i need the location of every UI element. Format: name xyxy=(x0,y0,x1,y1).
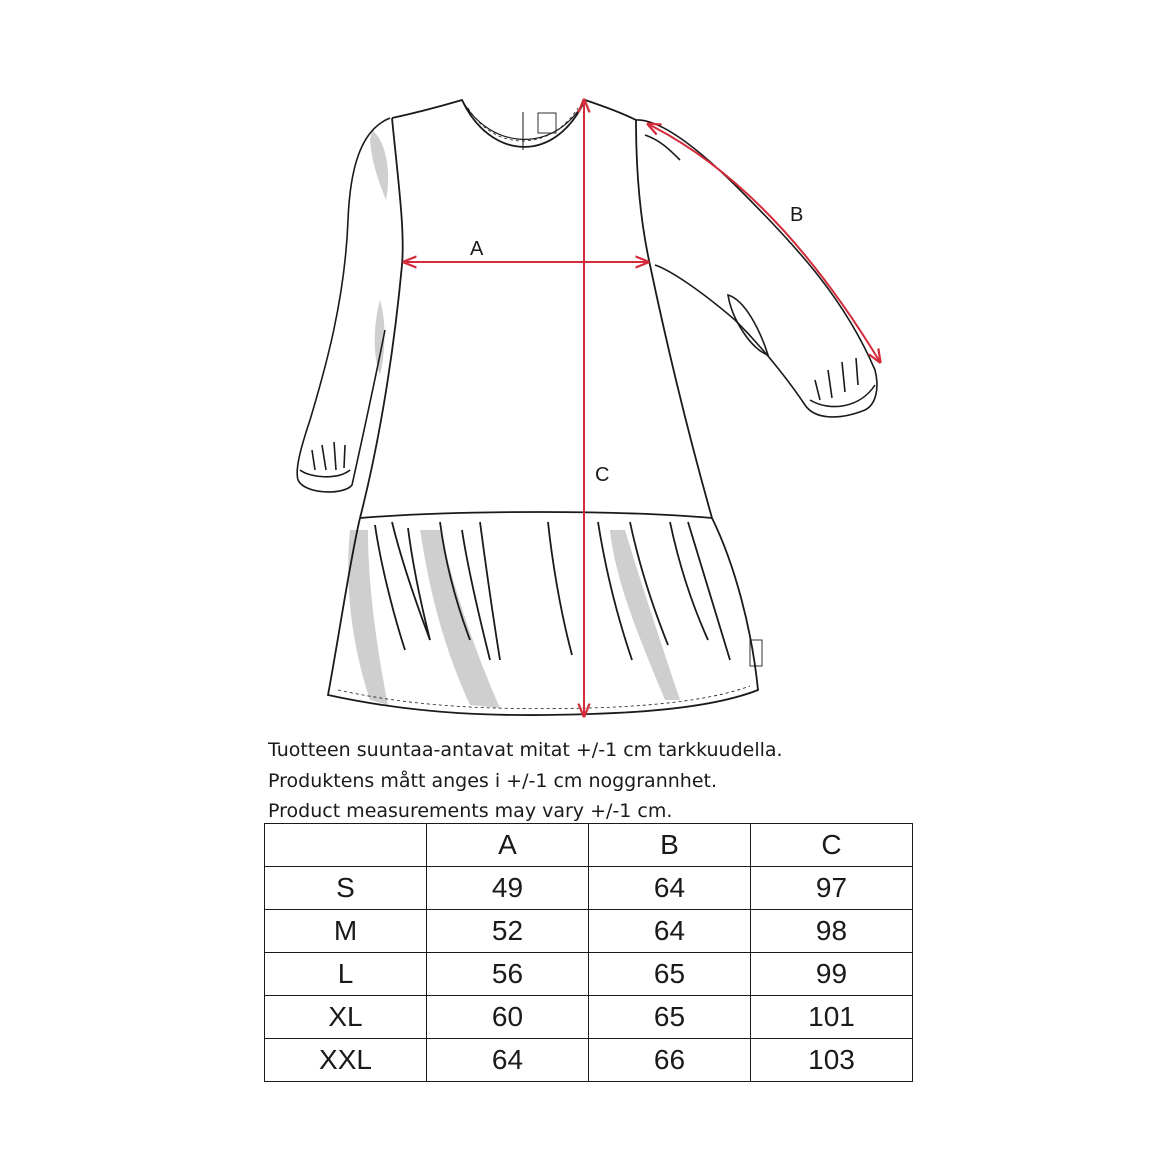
value-cell: 64 xyxy=(589,910,751,953)
size-table xyxy=(264,823,913,1082)
table-row xyxy=(265,867,913,910)
header-c: C xyxy=(751,824,913,867)
table-row xyxy=(265,953,913,996)
value-cell: 60 xyxy=(427,996,589,1039)
note-finnish: Tuotteen suuntaa-antavat mitat +/-1 cm tarkkuudella. xyxy=(268,739,783,761)
measure-line-b xyxy=(648,124,880,362)
label-b: B xyxy=(790,204,804,226)
value-cell: 97 xyxy=(751,867,913,910)
size-cell: M xyxy=(265,910,427,953)
dress-bodice xyxy=(360,100,712,518)
label-a: A xyxy=(470,238,484,260)
size-cell: L xyxy=(265,953,427,996)
table-row xyxy=(265,910,913,953)
size-cell: XL xyxy=(265,996,427,1039)
table-row xyxy=(265,1039,913,1082)
note-swedish: Produktens mått anges i +/-1 cm noggrannhet. xyxy=(268,769,717,792)
value-cell: 103 xyxy=(751,1039,913,1082)
value-cell: 49 xyxy=(427,867,589,910)
note-english: Product measurements may vary +/-1 cm. xyxy=(268,800,673,822)
value-cell: 65 xyxy=(589,953,751,996)
left-sleeve xyxy=(297,118,390,492)
header-b: B xyxy=(589,824,751,867)
table-header-row xyxy=(265,824,913,867)
dress-ruffle xyxy=(328,512,762,715)
right-sleeve xyxy=(635,120,877,417)
label-c: C xyxy=(595,464,610,486)
measurement-notes xyxy=(268,735,783,827)
value-cell: 52 xyxy=(427,910,589,953)
value-cell: 64 xyxy=(427,1039,589,1082)
value-cell: 64 xyxy=(589,867,751,910)
value-cell: 98 xyxy=(751,910,913,953)
table-corner-cell xyxy=(265,824,427,867)
size-cell: XXL xyxy=(265,1039,427,1082)
fabric-shading xyxy=(348,130,680,708)
size-cell: S xyxy=(265,867,427,910)
value-cell: 65 xyxy=(589,996,751,1039)
value-cell: 101 xyxy=(751,996,913,1039)
value-cell: 66 xyxy=(589,1039,751,1082)
value-cell: 56 xyxy=(427,953,589,996)
table-row xyxy=(265,996,913,1039)
value-cell: 99 xyxy=(751,953,913,996)
header-a: A xyxy=(427,824,589,867)
